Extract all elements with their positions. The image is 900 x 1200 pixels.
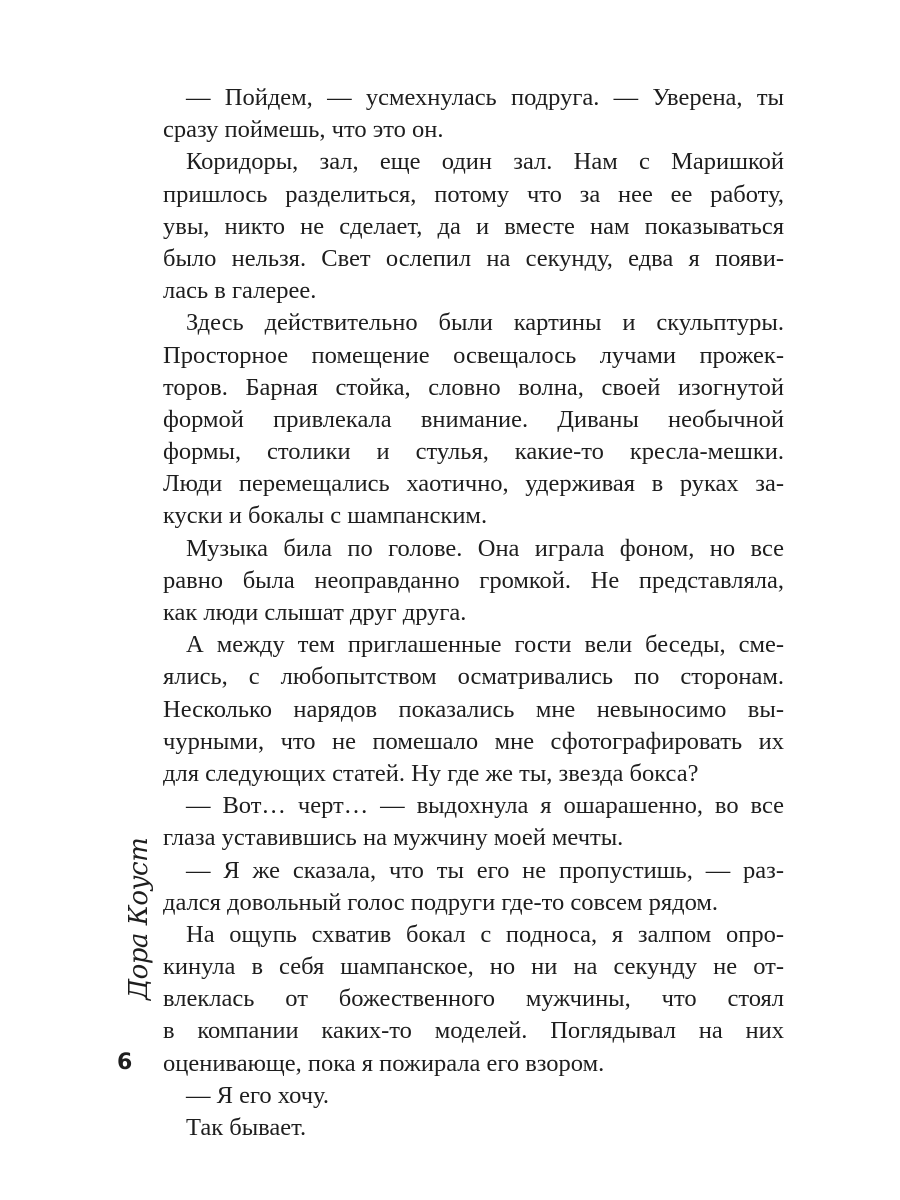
text-line: было нельзя. Свет ослепил на секунду, едва я появи- (163, 244, 784, 272)
text-line: чурными, что не помешало мне сфотографировать их (163, 727, 784, 755)
text-line: Так бывает. (186, 1114, 307, 1141)
text-line: На ощупь схватив бокал с подноса, я залпом опро- (186, 920, 784, 948)
text-line: Музыка била по голове. Она играла фоном, но все (186, 534, 784, 562)
text-line: ялись, с любопытством осматривались по сторонам. (163, 663, 784, 691)
text-line: как люди слышат друг друга. (163, 599, 467, 626)
text-line: лась в галерее. (163, 277, 317, 305)
text-line: увы, никто не сделает, да и вместе нам показываться (163, 212, 784, 240)
body-text (163, 82, 784, 1144)
text-line: Люди перемещались хаотично, удерживая в руках за- (163, 470, 784, 498)
text-line: куски и бокалы с шампанским. (163, 502, 488, 530)
paragraph (163, 855, 784, 919)
text-line: А между тем приглашенные гости вели беседы, сме- (186, 631, 784, 659)
page-number: 6 (117, 1050, 133, 1075)
author-signature: Дора Коуст (124, 837, 154, 1000)
text-line: влеклась от божественного мужчины, что стоял (163, 985, 784, 1013)
text-line: пришлось разделиться, потому что за нее ее работу, (163, 180, 784, 208)
paragraph (163, 533, 784, 630)
paragraph (163, 919, 784, 1080)
text-line: Коридоры, зал, еще один зал. Нам с Маришкой (186, 148, 784, 176)
paragraph (163, 790, 784, 854)
paragraph (163, 629, 784, 790)
text-line: в компании каких-то моделей. Поглядывал на них (163, 1017, 784, 1045)
text-line: Здесь действительно были картины и скульптуры. (186, 309, 784, 337)
text-line: — Пойдем, — усмехнулась подруга. — Уверена, ты (186, 84, 784, 111)
text-line: Несколько нарядов показались мне невыносимо вы- (163, 695, 784, 723)
text-line: — Я его хочу. (186, 1081, 329, 1109)
paragraph (163, 307, 784, 532)
paragraph (163, 1080, 784, 1112)
text-line: формой привлекала внимание. Диваны необычной (163, 405, 784, 433)
text-line: торов. Барная стойка, словно волна, своей изогнутой (163, 373, 784, 401)
text-line: кинула в себя шампанское, но ни на секунду не от- (163, 953, 784, 981)
text-line: — Вот… черт… — выдохнула я ошарашенно, во все (186, 792, 784, 820)
text-line: оценивающе, пока я пожирала его взором. (163, 1049, 605, 1077)
text-line: формы, столики и стулья, какие-то кресла-мешки. (163, 438, 784, 466)
text-line: — Я же сказала, что ты его не пропустишь, — раз- (186, 856, 784, 884)
paragraph (163, 1112, 784, 1144)
text-line: сразу поймешь, что это он. (163, 116, 444, 144)
paragraph (163, 82, 784, 146)
text-line: равно была неоправданно громкой. Не представляла, (163, 566, 784, 594)
text-line: для следующих статей. Ну где же ты, звезда бокса? (163, 759, 699, 787)
text-line: глаза уставившись на мужчину моей мечты. (163, 824, 624, 852)
paragraph (163, 146, 784, 307)
text-line: Просторное помещение освещалось лучами прожек- (163, 341, 784, 369)
text-line: дался довольный голос подруги где-то совсем рядом. (163, 888, 719, 916)
